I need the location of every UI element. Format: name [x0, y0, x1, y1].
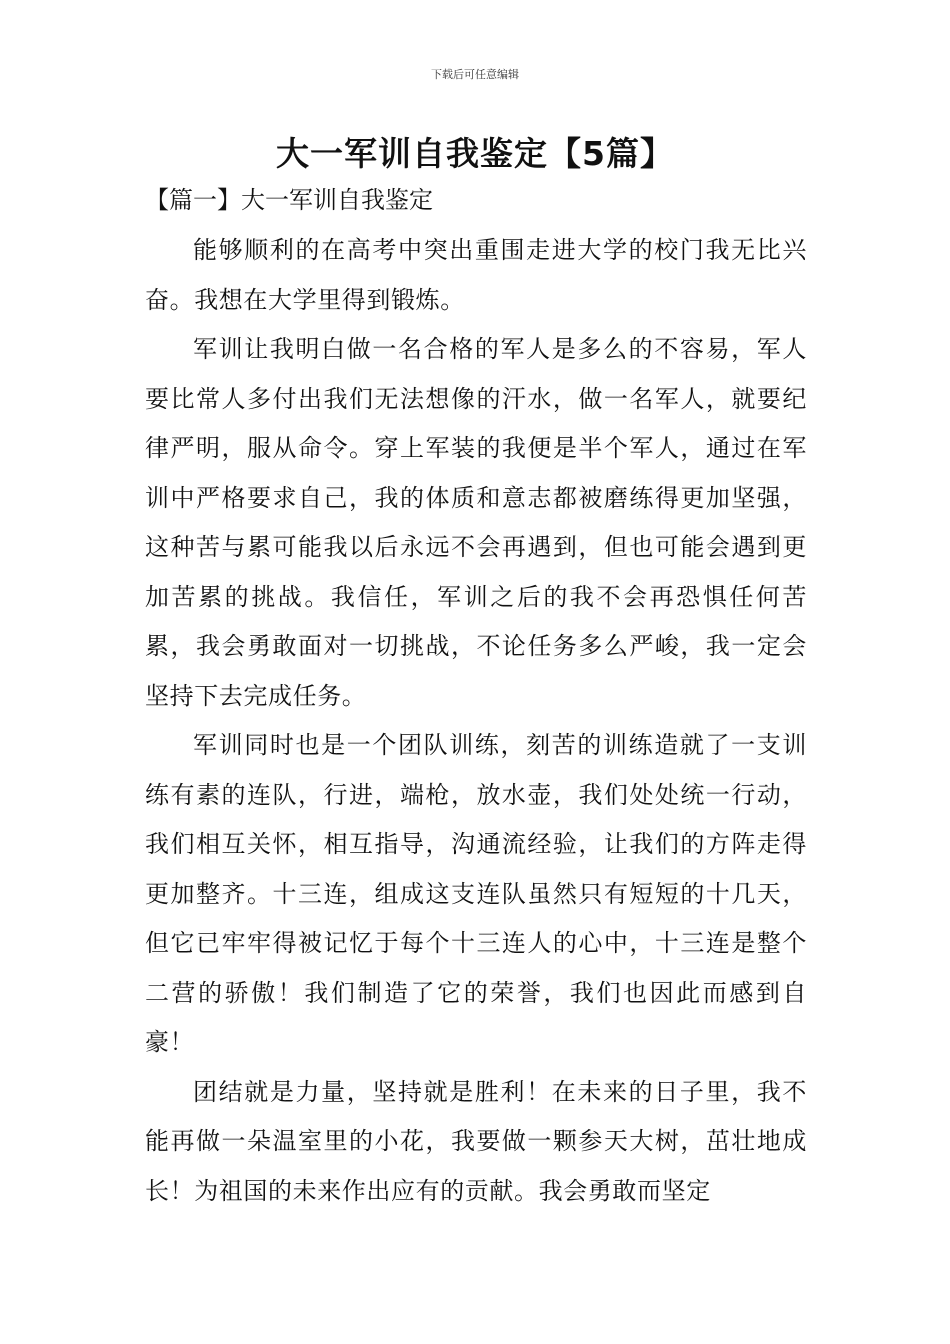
document-title: 大一军训自我鉴定【5篇】	[276, 134, 674, 173]
paragraph-2: 军训让我明白做一名合格的军人是多么的不容易，军人要比常人多付出我们无法想像的汗水，做一名军人，就要纪律严明，服从命令。穿上军装的我便是半个军人，通过在军训中严格要求自己，我的体质和意志都被磨练得更加坚强，这种苦与累可能我以后永远不会再遇到，但也可能会遇到更加苦累的挑战。我信任，军训之后的我不会再恐惧任何苦累，我会勇敢面对一切挑战，不论任务多么严峻，我一定会坚持下去完成任务。	[145, 335, 807, 710]
document-body	[145, 180, 807, 1216]
header-note: 下载后可任意编辑	[431, 68, 519, 81]
paragraph-1: 能够顺利的在高考中突出重围走进大学的校门我无比兴奋。我想在大学里得到锻炼。	[145, 236, 807, 314]
section-heading: 【篇一】大一军训自我鉴定	[145, 186, 433, 214]
paragraph-3: 军训同时也是一个团队训练，刻苦的训练造就了一支训练有素的连队，行进，端枪，放水壶，我们处处统一行动，我们相互关怀，相互指导，沟通流经验，让我们的方阵走得更加整齐。十三连，组成这支连队虽然只有短短的十几天，但它已牢牢得被记忆于每个十三连人的心中，十三连是整个二营的骄傲！我们制造了它的荣誉，我们也因此而感到自豪！	[145, 731, 807, 1056]
paragraph-4: 团结就是力量，坚持就是胜利！在未来的日子里，我不能再做一朵温室里的小花，我要做一颗参天大树，茁壮地成长！为祖国的未来作出应有的贡献。我会勇敢而坚定	[145, 1077, 807, 1205]
